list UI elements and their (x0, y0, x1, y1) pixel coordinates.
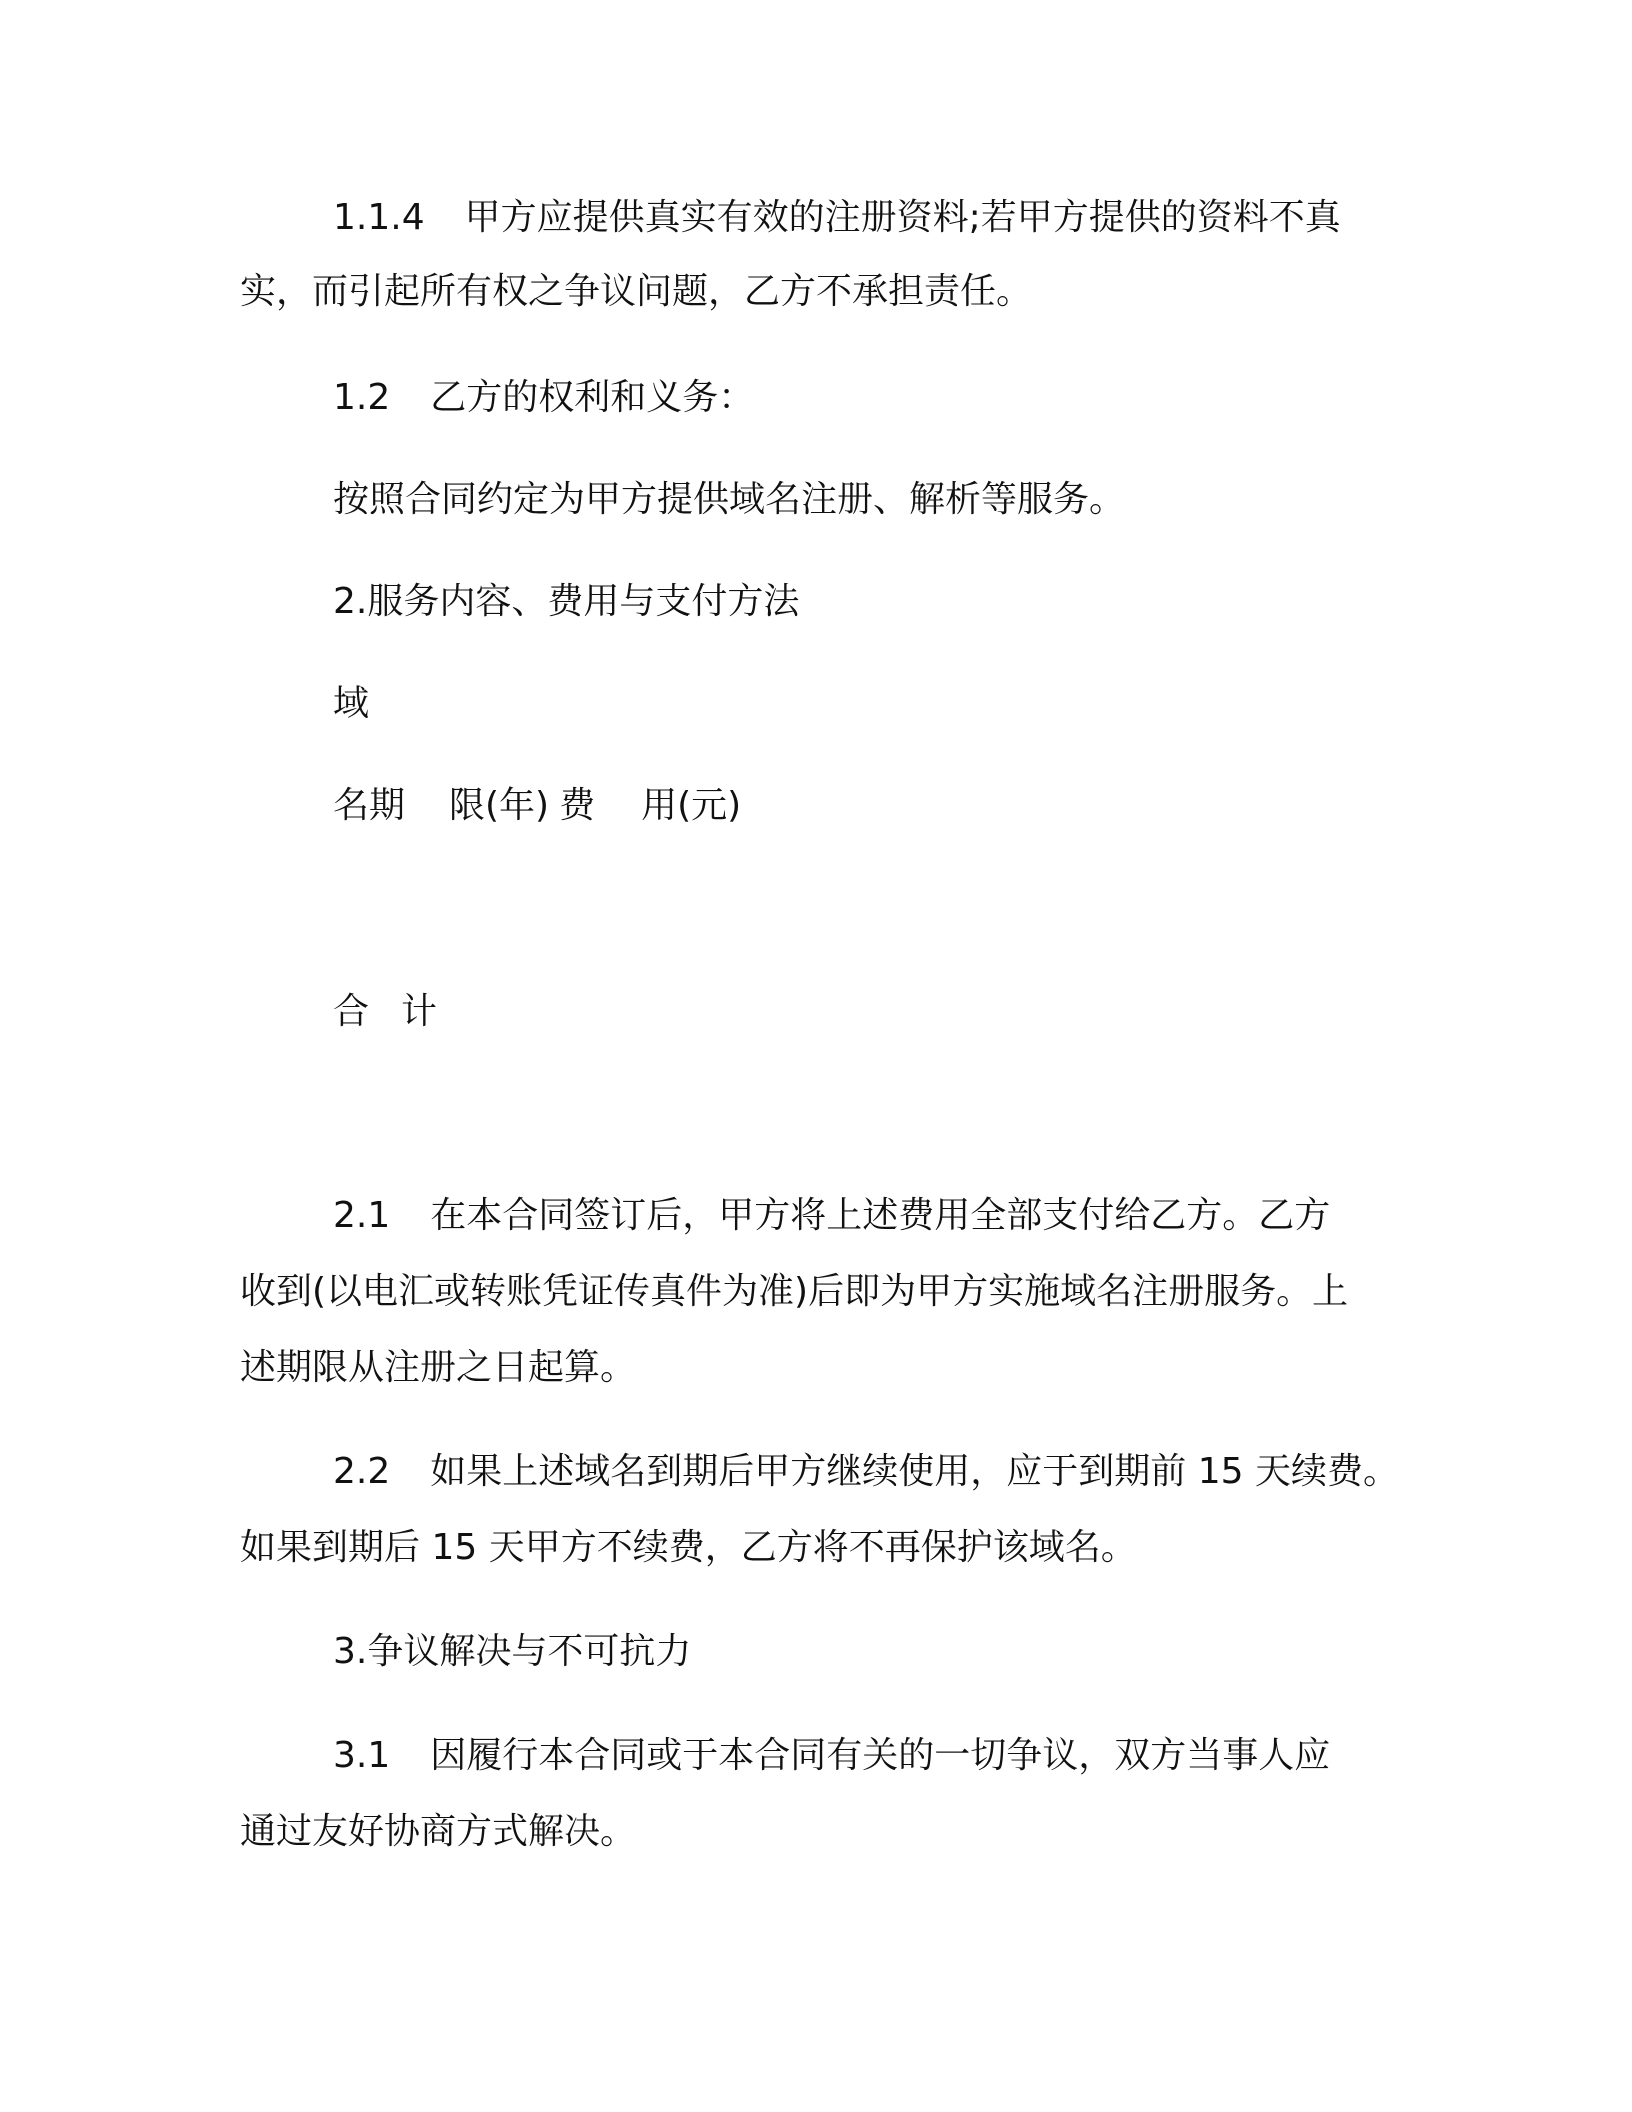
clause-2-1-line1 (333, 1194, 1330, 1238)
clause-text: 如果上述域名到期后甲方继续使用，应于到期前 15 天续费。 (430, 1451, 1399, 1492)
clause-1-1-4-line1 (333, 196, 1341, 240)
clause-number: 2.2 (333, 1451, 391, 1492)
clause-3-1-line1 (333, 1734, 1330, 1778)
section-3-heading: 3.争议解决与不可抗力 (333, 1631, 692, 1672)
clause-2-1-line3: 述期限从注册之日起算。 (240, 1347, 637, 1388)
clause-1-1-4-line2: 实，而引起所有权之争议问题，乙方不承担责任。 (240, 271, 1033, 312)
total-label-char: 计 (401, 991, 438, 1032)
clause-number: 1.1.4 (333, 197, 425, 238)
clause-text: 因履行本合同或于本合同有关的一切争议，双方当事人应 (430, 1735, 1331, 1776)
table-total-label (333, 990, 437, 1034)
total-label-char: 合 (333, 991, 370, 1032)
clause-1-2 (333, 376, 754, 420)
clause-number: 1.2 (333, 377, 391, 418)
clause-number: 3.1 (333, 1735, 391, 1776)
table-header-cell: 用(元) (641, 785, 742, 826)
clause-text: 甲方应提供真实有效的注册资料;若甲方提供的资料不真 (464, 197, 1341, 238)
clause-2-2-line2: 如果到期后 15 天甲方不续费，乙方将不再保护该域名。 (240, 1527, 1137, 1568)
clause-text: 乙方的权利和义务： (430, 377, 755, 418)
table-header-line1: 域 (333, 683, 370, 724)
table-header-cell: 限(年) (449, 785, 550, 826)
clause-number: 2.1 (333, 1195, 391, 1236)
section-2-heading: 2.服务内容、费用与支付方法 (333, 581, 800, 622)
clause-1-2-body: 按照合同约定为甲方提供域名注册、解析等服务。 (333, 479, 1126, 520)
clause-2-1-line2: 收到(以电汇或转账凭证传真件为准)后即为甲方实施域名注册服务。上 (240, 1271, 1349, 1312)
clause-2-2-line1 (333, 1450, 1399, 1494)
table-header-row (333, 784, 741, 828)
clause-3-1-line2: 通过友好协商方式解决。 (240, 1811, 637, 1852)
table-header-cell: 名期 (333, 785, 406, 826)
table-header-cell: 费 (559, 785, 596, 826)
clause-text: 在本合同签订后，甲方将上述费用全部支付给乙方。乙方 (430, 1195, 1331, 1236)
